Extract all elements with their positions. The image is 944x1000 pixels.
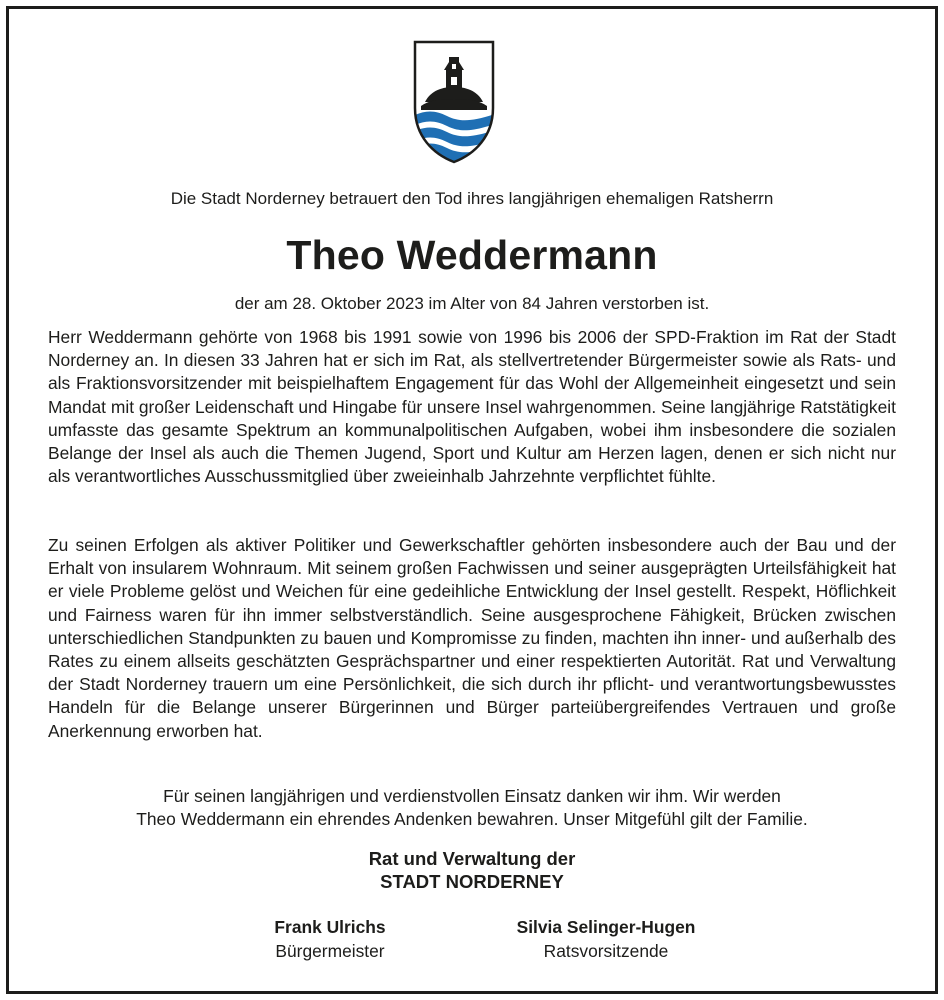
signatory-role: Bürgermeister <box>275 941 385 961</box>
signatory-council-chair <box>456 915 756 963</box>
signatory-name: Silvia Selinger-Hugen <box>516 917 696 937</box>
intro-text: Die Stadt Norderney betrauert den Tod ihres langjährigen ehemaligen Ratsherrn <box>170 189 774 208</box>
deceased-name: Theo Weddermann <box>286 232 658 278</box>
signatory-role: Ratsvorsitzende <box>543 941 669 961</box>
thanks-line-1: Für seinen langjährigen und verdienstvollen Einsatz danken wir ihm. Wir werden <box>163 786 781 806</box>
paragraph-career: Herr Weddermann gehörte von 1968 bis 1991 sowie von 1996 bis 2006 der SPD-Fraktion im Rat der Stadt Norderney an. In diesen 33 Jahren hat er sich im Rat, als stellvertretender Bürgermeister sowie als Rats- und als Fraktionsvorsitzender mit beispielhaftem Engagement für das Wohl der Allgemeinheit eingesetzt und sein Mandat mit großer Leidenschaft und Hingabe für unsere Insel wahrgenommen. Seine langjährige Ratstätigkeit umfasste das gesamte Spektrum an kommunalpolitischen Aufgaben, wobei ihm insbesondere die sozialen Belange der Insel als auch die Themen Jugend, Sport und Kultur am Herzen lagen, denen er sich nicht nur als verantwortliches Ausschussmitglied über zweieinhalb Jahrzehnte verpflichtet fühlte. <box>48 327 896 487</box>
organization-line-2: STADT NORDERNEY <box>380 871 564 892</box>
norderney-coat-of-arms-icon <box>413 40 495 164</box>
thanks-text <box>0 785 944 831</box>
death-date-text: der am 28. Oktober 2023 im Alter von 84 Jahren verstorben ist. <box>234 294 710 313</box>
organization-signature <box>0 847 944 893</box>
organization-line-1: Rat und Verwaltung der <box>368 848 576 869</box>
signatory-mayor <box>180 915 480 963</box>
paragraph-achievements: Zu seinen Erfolgen als aktiver Politiker und Gewerkschaftler gehörten insbesondere auch der Bau und der Erhalt von insularem Wohnraum. Mit seinem großen Fachwissen und seiner ausgeprägten Urteilsfähigkeit hat er viele Probleme gelöst und Weichen für eine gedeihliche Entwicklung der Insel gestellt. Respekt, Höflichkeit und Fairness waren für ihn immer selbstverständlich. Seine ausgesprochene Fähigkeit, Brücken zwischen unterschiedlichen Standpunkten zu bauen und Kompromisse zu finden, machten ihn inner- und außerhalb des Rates zu einem allseits geschätzten Gesprächspartner und einer respektierten Autorität. Rat und Verwaltung der Stadt Norderney trauern um eine Persönlichkeit, die sich durch ihr pflicht- und verantwortungsbewusstes Handeln für die Belange unserer Bürgerinnen und Bürger parteiübergreifendes Vertrauen und große Anerkennung erworben hat. <box>48 535 896 741</box>
signatory-name: Frank Ulrichs <box>274 917 386 937</box>
thanks-line-2: Theo Weddermann ein ehrendes Andenken bewahren. Unser Mitgefühl gilt der Familie. <box>136 809 808 830</box>
